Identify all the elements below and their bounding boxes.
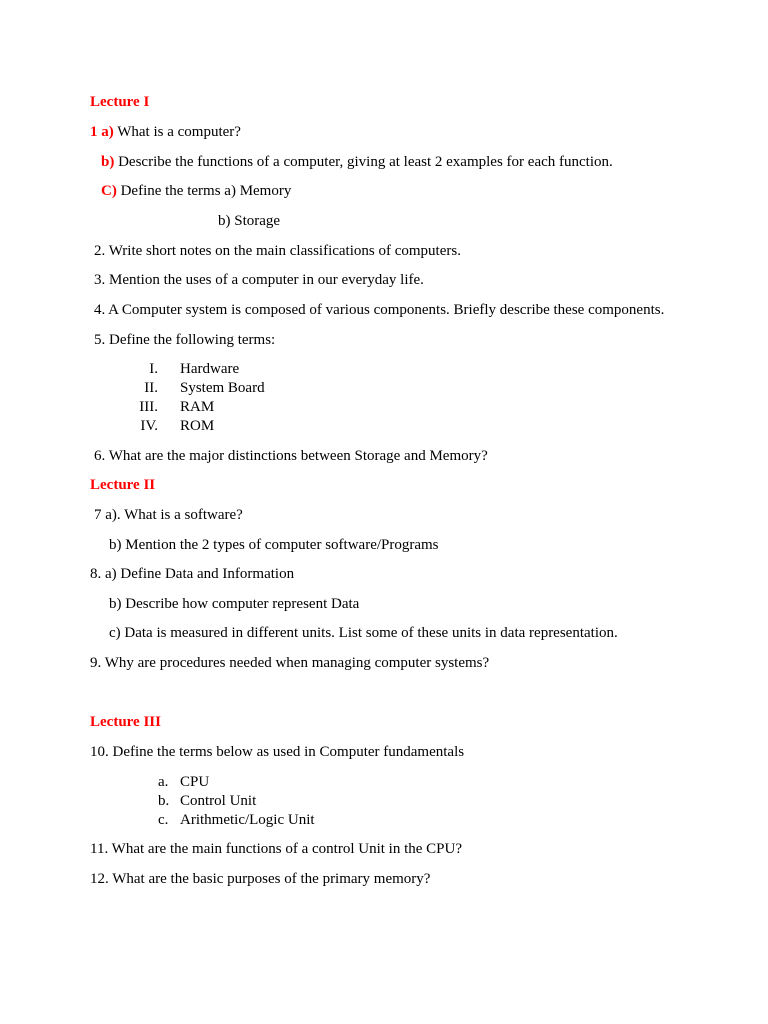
list-marker: c.	[158, 812, 169, 828]
list-item-text: Arithmetic/Logic Unit	[180, 812, 315, 828]
question-6: 6. What are the major distinctions between Storage and Memory?	[94, 448, 488, 464]
question-2: 2. Write short notes on the main classifications of computers.	[94, 243, 461, 259]
question-11: 11. What are the main functions of a control Unit in the CPU?	[90, 841, 462, 857]
lecture-3-heading: Lecture III	[90, 714, 161, 730]
list-marker: I.	[149, 361, 158, 377]
question-1a-number: 1 a)	[90, 124, 114, 140]
question-4: 4. A Computer system is composed of various components. Briefly describe these components.	[94, 302, 665, 318]
question-3: 3. Mention the uses of a computer in our everyday life.	[94, 272, 424, 288]
lecture-2-heading: Lecture II	[90, 477, 156, 493]
question-8b: b) Describe how computer represent Data	[109, 596, 360, 612]
question-8c: c) Data is measured in different units. List some of these units in data representation.	[109, 625, 618, 641]
question-1b-number: b)	[101, 154, 115, 170]
list-marker: IV.	[140, 418, 158, 434]
question-12: 12. What are the basic purposes of the primary memory?	[90, 871, 431, 887]
list-item-text: Control Unit	[180, 793, 257, 809]
list-marker: a.	[158, 774, 169, 790]
list-item-text: System Board	[180, 380, 265, 396]
question-1c-text: Define the terms a) Memory	[116, 183, 292, 199]
question-10: 10. Define the terms below as used in Computer fundamentals	[90, 744, 465, 760]
question-7a: 7 a). What is a software?	[94, 507, 243, 523]
list-item-text: Hardware	[180, 361, 240, 377]
question-7b: b) Mention the 2 types of computer software/Programs	[109, 537, 439, 553]
question-1b	[101, 153, 613, 171]
list-item-text: CPU	[180, 774, 210, 790]
lecture-1-heading: Lecture I	[90, 94, 150, 110]
question-5: 5. Define the following terms:	[94, 332, 276, 348]
list-marker: II.	[144, 380, 158, 396]
list-item-text: RAM	[180, 399, 215, 415]
question-8a: 8. a) Define Data and Information	[90, 566, 295, 582]
question-1a-text: What is a computer?	[113, 124, 241, 140]
question-1c-number: C)	[101, 183, 117, 199]
list-item-text: ROM	[180, 418, 215, 434]
question-1b-text: Describe the functions of a computer, giving at least 2 examples for each function.	[114, 154, 613, 170]
list-marker: b.	[158, 793, 170, 809]
list-marker: III.	[139, 399, 158, 415]
question-1c	[101, 182, 291, 200]
question-1a	[90, 123, 241, 141]
question-1c-storage: b) Storage	[218, 213, 281, 229]
question-9: 9. Why are procedures needed when managing computer systems?	[90, 655, 490, 671]
